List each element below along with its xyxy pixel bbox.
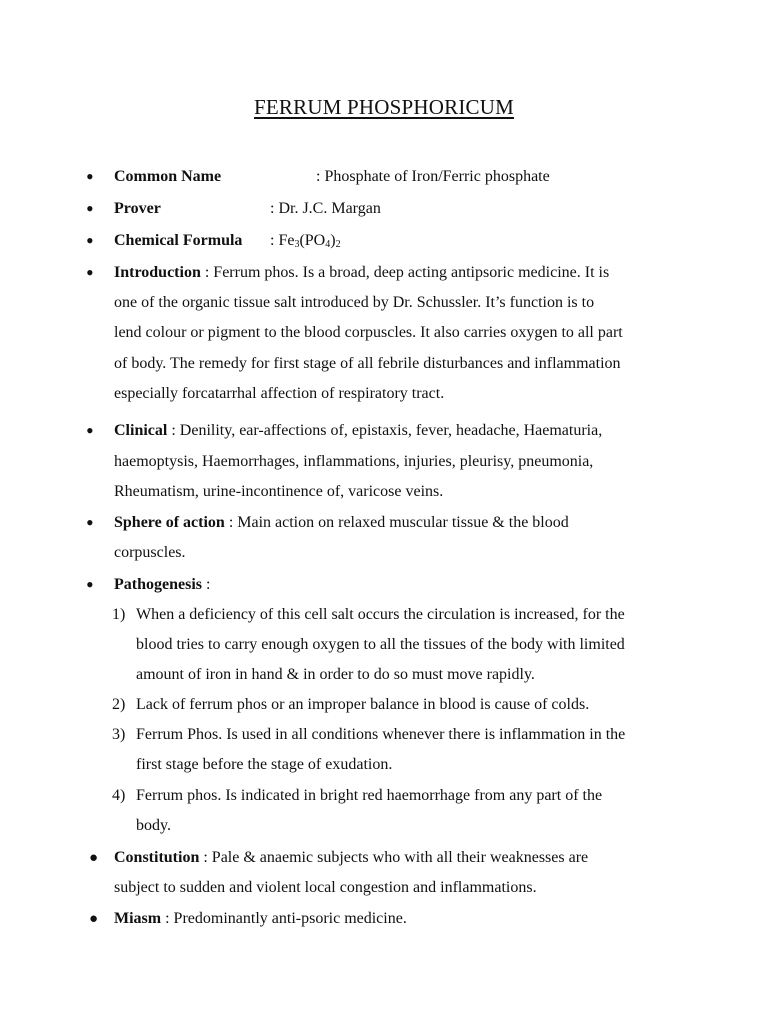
list-number: 2) [112,696,126,713]
list-item-line: amount of iron in hand & in order to do so must move rapidly. [136,666,535,683]
list-item-line: blood tries to carry enough oxygen to all the tissues of the body with limited [136,636,625,653]
bullet: • [86,196,94,221]
bullet: ● [89,850,99,866]
chemical-formula-label: Chemical Formula [114,232,243,249]
miasm-line: Miasm : Predominantly anti-psoric medicine. [114,910,407,927]
pathogenesis-heading: Pathogenesis : [114,576,211,593]
prover-label: Prover [114,200,161,217]
clinical-line-1: Clinical : Denility, ear-affections of, epistaxis, fever, headache, Haematuria, [114,422,603,439]
introduction-line-4: of body. The remedy for first stage of all febrile disturbances and inflammation [114,355,621,372]
list-item-line: body. [136,817,171,834]
bullet: • [86,260,94,285]
bullet: • [86,572,94,597]
common-name-value: : Phosphate of Iron/Ferric phosphate [316,168,550,185]
sphere-line-1: Sphere of action : Main action on relaxed muscular tissue & the blood [114,514,569,531]
prover-value: : Dr. J.C. Margan [270,200,381,217]
clinical-line-2: haemoptysis, Haemorrhages, inflammations, injuries, pleurisy, pneumonia, [114,453,594,470]
list-item-line: When a deficiency of this cell salt occurs the circulation is increased, for the [136,606,625,623]
list-number: 4) [112,787,126,804]
bullet: • [86,418,94,443]
bullet: • [86,228,94,253]
list-item-line: first stage before the stage of exudation. [136,756,393,773]
list-number: 3) [112,726,126,743]
page-title: FERRUM PHOSPHORICUM [254,95,514,119]
introduction-line-5: especially forcatarrhal affection of respiratory tract. [114,385,445,402]
list-item-line: Lack of ferrum phos or an improper balance in blood is cause of colds. [136,696,590,713]
bullet: ● [89,911,99,927]
bullet: • [86,510,94,535]
chemical-formula-value: : $Fe_3(PO_4)_2$ [270,232,341,250]
constitution-line-1: Constitution : Pale & anaemic subjects who with all their weaknesses are [114,849,589,866]
list-item-line: Ferrum Phos. Is used in all conditions whenever there is inflammation in the [136,726,626,743]
sphere-line-2: corpuscles. [114,544,186,561]
common-name-label: Common Name [114,168,222,185]
list-number: 1) [112,606,126,623]
introduction-line-1: Introduction : Ferrum phos. Is a broad, deep acting antipsoric medicine. It is [114,264,610,281]
introduction-line-3: lend colour or pigment to the blood corpuscles. It also carries oxygen to all part [114,324,623,341]
list-item-line: Ferrum phos. Is indicated in bright red haemorrhage from any part of the [136,787,603,804]
bullet: • [86,164,94,189]
introduction-line-2: one of the organic tissue salt introduced by Dr. Schussler. It’s function is to [114,294,595,311]
constitution-line-2: subject to sudden and violent local congestion and inflammations. [114,879,537,896]
clinical-line-3: Rheumatism, urine-incontinence of, varicose veins. [114,483,444,500]
